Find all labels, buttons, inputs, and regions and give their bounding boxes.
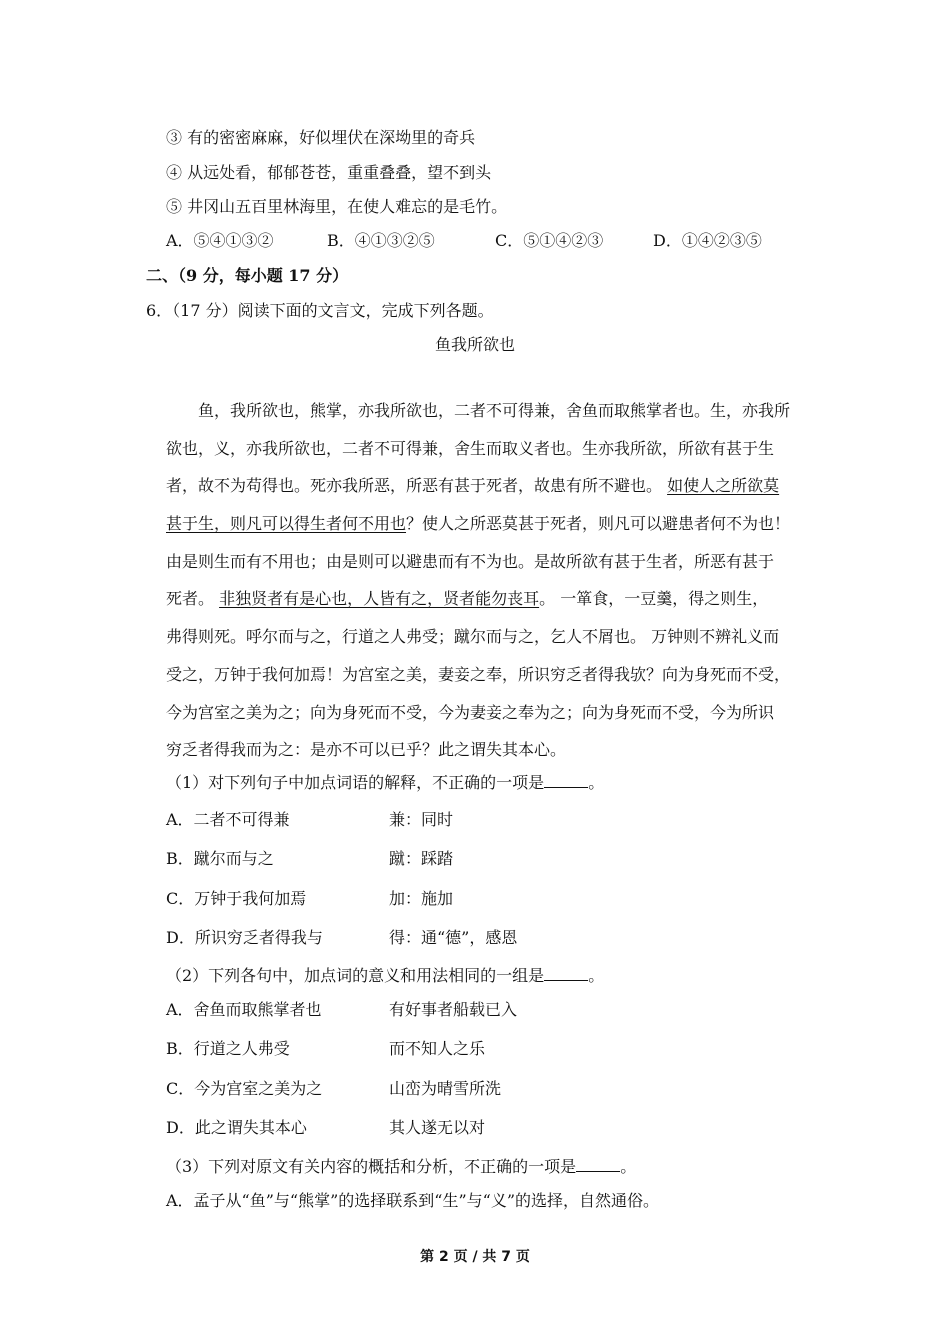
option-left: C．今为宫室之美为之: [166, 1079, 323, 1098]
sub-question-2: [166, 963, 604, 986]
question-6-stem: 6．（17 分）阅读下面的文言文，完成下列各题。: [146, 301, 494, 320]
passage-line: [166, 549, 816, 587]
sub-question-2-end: 。: [588, 966, 605, 985]
passage-line: [166, 511, 816, 549]
sub-question-3-prompt: （3）下列对原文有关内容的概括和分析，不正确的一项是: [166, 1157, 577, 1176]
sub-question-1: [166, 770, 604, 793]
passage-line: [166, 662, 816, 700]
q5-option-d: D．①④②③⑤: [653, 231, 762, 250]
passage-line: [166, 473, 816, 511]
passage-text: 受之，万钟于我何加焉！为宫室之美，妻妾之奉，所识穷乏者得我欤？向为身死而不受，: [166, 664, 791, 684]
page-footer: 第 2 页 / 共 7 页: [420, 1249, 530, 1265]
passage-line: [166, 624, 816, 662]
answer-blank: [576, 1157, 620, 1172]
sub3-option-a: A．孟子从“鱼”与“熊掌”的选择联系到“生”与“义”的选择，自然通俗。: [166, 1191, 659, 1210]
sub-question-3-end: 。: [620, 1157, 637, 1176]
passage-text: 弗得则死。呼尔而与之，行道之人弗受；蹴尔而与之，乞人不屑也。 万钟则不辨礼义而: [166, 627, 780, 647]
q5-item-4: ④ 从远处看，郁郁苍苍，重重叠叠，望不到头: [166, 163, 492, 182]
option-left: D．此之谓失其本心: [166, 1118, 307, 1137]
option-right: 得：通“德”，感恩: [389, 928, 518, 947]
underlined-sentence: 非独贤者有是心也，人皆有之，贤者能勿丧耳: [219, 589, 540, 609]
passage-text: 欲也，义，亦我所欲也，二者不可得兼，舍生而取义者也。生亦我所欲，所欲有甚于生: [166, 438, 775, 458]
q5-item-3: ③ 有的密密麻麻，好似埋伏在深坳里的奇兵: [166, 128, 476, 147]
option-right: 蹴：踩踏: [389, 849, 454, 868]
option-right: 有好事者船载已入: [389, 1000, 518, 1019]
passage-line: [166, 586, 816, 624]
q5-item-5: ⑤ 井冈山五百里林海里，在使人难忘的是毛竹。: [166, 197, 508, 216]
option-right: 加：施加: [389, 889, 454, 908]
q5-option-a: A．⑤④①③②: [166, 231, 274, 250]
passage-line: [166, 436, 816, 474]
passage-text: 由是则生而有不用也；由是则可以避患而有不为也。是故所欲有甚于生者，所恶有甚于: [166, 551, 775, 571]
option-right: 其人遂无以对: [389, 1118, 486, 1137]
answer-blank: [544, 966, 588, 981]
passage-text: 死者。: [166, 589, 220, 609]
sub-question-1-end: 。: [588, 773, 605, 792]
passage-text: 穷乏者得我而为之：是亦不可以已乎？此之谓失其本心。: [166, 740, 567, 760]
option-left: D．所识穷乏者得我与: [166, 928, 323, 947]
option-left: B．行道之人弗受: [166, 1039, 290, 1058]
underlined-sentence: 如使人之所欲莫: [667, 476, 780, 496]
passage-text: 鱼，我所欲也，熊掌，亦我所欲也，二者不可得兼，舍鱼而取熊掌者也。生，亦我所: [166, 401, 791, 420]
underlined-sentence: 甚于生，则凡可以得生者何不用也: [166, 514, 407, 534]
passage-text: 。 一箪食，一豆羹，得之则生，: [539, 589, 769, 609]
sub-question-2-prompt: （2）下列各句中，加点词的意义和用法相同的一组是: [166, 966, 545, 985]
option-left: C．万钟于我何加焉: [166, 889, 307, 908]
section-heading: 二、（9 分，每小题 17 分）: [146, 266, 349, 285]
option-left: A．二者不可得兼: [166, 810, 290, 829]
passage-body: [166, 398, 816, 775]
q5-option-c: C．⑤①④②③: [495, 231, 604, 250]
option-left: A．舍鱼而取熊掌者也: [166, 1000, 322, 1019]
passage-line: [166, 398, 816, 436]
passage-text: 者，故不为苟得也。死亦我所恶，所恶有甚于死者，故患有所不避也。: [166, 476, 668, 496]
sub-question-1-prompt: （1）对下列句子中加点词语的解释，不正确的一项是: [166, 773, 545, 792]
passage-text: ？使人之所恶莫甚于死者，则凡可以避患者何不为也！: [406, 514, 791, 534]
passage-title: 鱼我所欲也: [434, 335, 515, 354]
answer-blank: [544, 773, 588, 788]
sub-question-3: [166, 1154, 636, 1177]
passage-line: [166, 700, 816, 738]
option-left: B．蹴尔而与之: [166, 849, 274, 868]
q5-option-b: B．④①③②⑤: [327, 231, 435, 250]
passage-text: 今为宫室之美为之；向为身死而不受，今为妻妾之奉为之；向为身死而不受，今为所识: [166, 702, 775, 722]
option-right: 山峦为晴雪所洗: [389, 1079, 502, 1098]
option-right: 而不知人之乐: [389, 1039, 486, 1058]
option-right: 兼：同时: [389, 810, 454, 829]
